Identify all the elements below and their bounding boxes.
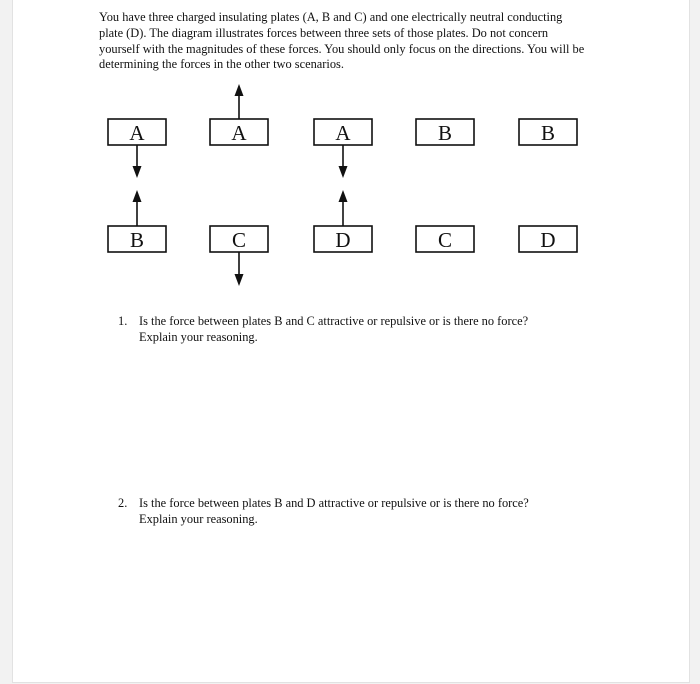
question-number: 2. (118, 496, 128, 510)
plate-label: D (540, 228, 556, 252)
plate-label: A (129, 121, 145, 145)
question-2 (118, 496, 578, 528)
plate-label: C (437, 228, 453, 252)
plate-label: C (231, 228, 247, 252)
question-1 (118, 314, 578, 346)
plate-label: B (129, 228, 145, 252)
scenario-4 (416, 119, 474, 252)
question-text: Is the force between plates B and C attractive or repulsive or is there no force? (139, 314, 529, 328)
scenario-5 (519, 119, 577, 252)
force-arrow-head (339, 190, 348, 202)
question-prompt: Explain your reasoning. (139, 329, 258, 344)
question-prompt: Explain your reasoning. (139, 511, 258, 526)
question-text: Is the force between plates B and D attractive or repulsive or is there no force? (139, 496, 529, 510)
scenario-1 (108, 119, 166, 252)
force-arrow-head (133, 166, 142, 178)
force-arrow-head (133, 190, 142, 202)
force-arrow-head (235, 274, 244, 286)
intro-paragraph: You have three charged insulating plates (A, B and C) and one electrically neutral conducting plate (D). The diagram illustrates forces between three sets of those plates. Do not concern yourself with the magnitudes of these forces. You should only focus on the directions. You will be determining the forces in the other two scenarios. (99, 10, 585, 72)
scenario-3 (314, 119, 372, 252)
force-arrow-head (235, 84, 244, 96)
force-arrow-head (339, 166, 348, 178)
plate-label: B (540, 121, 556, 145)
scenario-2 (210, 84, 268, 286)
question-number: 1. (118, 314, 128, 328)
plate-label: A (335, 121, 351, 145)
plate-label: D (335, 228, 351, 252)
plate-label: B (437, 121, 453, 145)
plate-label: A (231, 121, 247, 145)
